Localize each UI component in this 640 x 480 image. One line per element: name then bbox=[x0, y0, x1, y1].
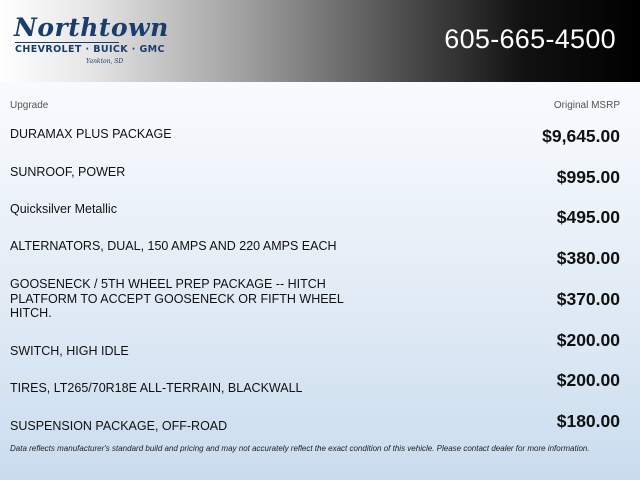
header-banner bbox=[0, 0, 640, 82]
item-name: SUSPENSION PACKAGE, OFF-ROAD bbox=[10, 419, 228, 433]
item-price: $9,645.00 bbox=[542, 126, 620, 146]
disclaimer-text: Data reflects manufacturer's standard build and pricing and may not accurately reflect the exact condition of this vehicle. Please contact dealer for more information. bbox=[10, 444, 590, 453]
logo-city: Yankton, SD bbox=[86, 58, 124, 65]
item-name: GOOSENECK / 5TH WHEEL PREP PACKAGE -- HITCH PLATFORM TO ACCEPT GOOSENECK OR FIFTH WHEEL HITCH. bbox=[10, 277, 344, 320]
item-name: SUNROOF, POWER bbox=[10, 165, 126, 179]
item-name: TIRES, LT265/70R18E ALL-TERRAIN, BLACKWALL bbox=[10, 381, 303, 395]
item-name: Quicksilver Metallic bbox=[10, 202, 117, 216]
item-name: ALTERNATORS, DUAL, 150 AMPS AND 220 AMPS EACH bbox=[10, 239, 337, 253]
item-price: $180.00 bbox=[556, 411, 620, 431]
item-name: SWITCH, HIGH IDLE bbox=[10, 344, 129, 358]
logo-makes: CHEVROLET · BUICK · GMC bbox=[15, 44, 165, 55]
item-price: $200.00 bbox=[556, 370, 620, 390]
item-price: $495.00 bbox=[556, 207, 620, 227]
item-price: $370.00 bbox=[556, 289, 620, 309]
logo-rule bbox=[15, 42, 119, 43]
dealer-logo bbox=[14, 13, 169, 70]
item-price: $200.00 bbox=[556, 330, 620, 350]
upgrade-column-header: Upgrade bbox=[10, 100, 49, 111]
item-name: DURAMAX PLUS PACKAGE bbox=[10, 127, 172, 141]
dealer-phone: 605-665-4500 bbox=[444, 24, 616, 54]
item-price: $995.00 bbox=[556, 167, 620, 187]
msrp-column-header: Original MSRP bbox=[553, 100, 620, 111]
logo-brand: Northtown bbox=[14, 13, 169, 42]
item-price: $380.00 bbox=[556, 248, 620, 268]
